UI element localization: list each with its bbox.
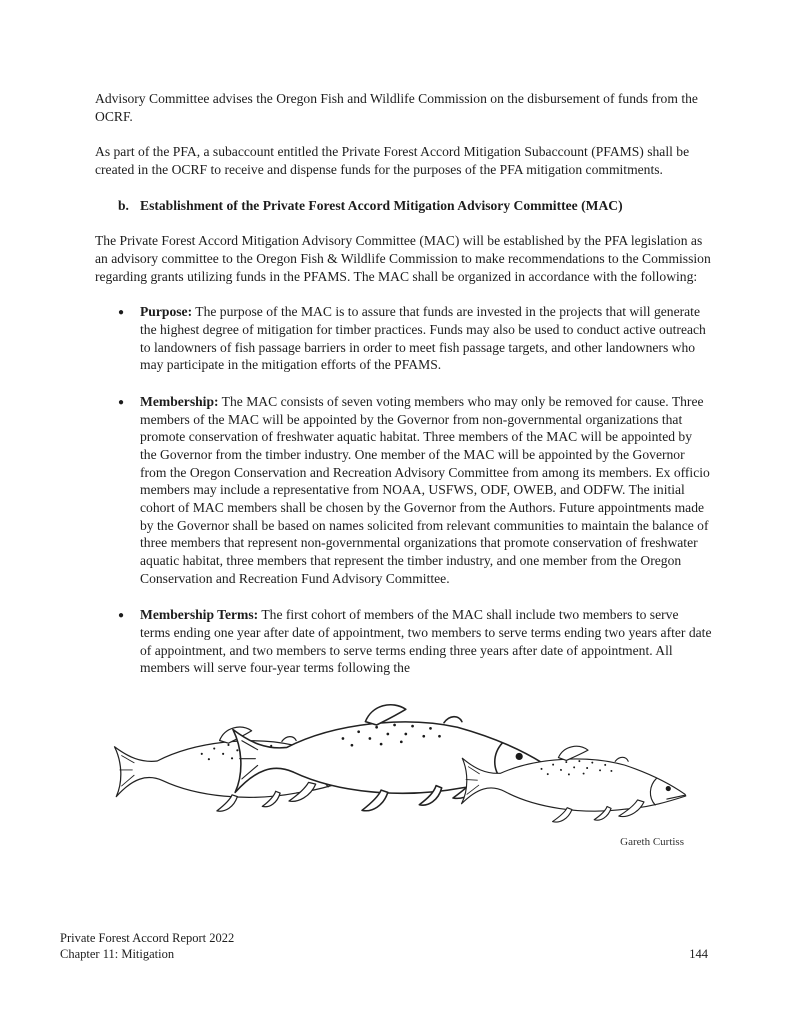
bullet-item-membership-terms (95, 606, 712, 677)
footer-left (60, 930, 234, 963)
paragraph: As part of the PFA, a subaccount entitled the Private Forest Accord Mitigation Subaccount (PFAMS) shall be created in the OCRF to receive and dispense funds for the purposes of the PFA mitigation commitments. (95, 144, 690, 178)
paragraph: Advisory Committee advises the Oregon Fish and Wildlife Commission on the disbursement of funds from the OCRF. (95, 91, 698, 124)
illustration-credit: Gareth Curtiss (620, 836, 684, 849)
bullet-text: The MAC consists of seven voting members who may only be removed for cause. Three members of the MAC will be appointed by the Governor from non-governmental organizations that promote conservation of freshwater aquatic habitat. Three members of the MAC will be appointed by the Governor from the timber industry. One member of the MAC will be appointed by the Governor from the Oregon Conservation and Recreation Advisory Committee from among its members. Ex officio members may include a representative from NOAA, USFWS, ODF, OWEB, and ODFW. The initial cohort of MAC members shall be chosen by the Governor from the Authors. Future appointments made by the Governor shall be based on names solicited from relevant communities to maintain the balance of three members that represent non-governmental organizations that promote conservation of freshwater aquatic habitat, three members that represent the timber industry, and one member from the Oregon Conservation and Recreation Fund Advisory Committee. (140, 394, 710, 586)
bullet-label: Membership: (140, 394, 219, 410)
bullet-body (140, 606, 712, 677)
bullet-item-membership (95, 393, 712, 587)
bullet-icon: ● (118, 397, 125, 409)
bullet-text: The first cohort of members of the MAC shall include two members to serve terms ending one year after date of appointment, two members to serve terms ending two years after date of appointment, and two members to serve terms ending three years after date of appointment. All members will serve four-year terms following the (140, 607, 712, 676)
section-heading-label: b. (118, 197, 129, 213)
paragraph: The Private Forest Accord Mitigation Advisory Committee (MAC) will be established by the PFA legislation as an advisory committee to the Oregon Fish & Wildlife Commission to make recommendations to the Commission regarding grants utilizing funds in the PFAMS. The MAC shall be organized in accordance with the following: (95, 233, 711, 284)
bullet-icon: ● (118, 610, 125, 622)
footer-report-title: Private Forest Accord Report 2022 (60, 931, 235, 945)
footer-chapter: Chapter 11: Mitigation (60, 947, 175, 962)
bullet-label: Purpose: (140, 304, 193, 320)
bullet-label: Membership Terms: (140, 607, 259, 623)
section-heading-text: Establishment of the Private Forest Accord Mitigation Advisory Committee (MAC) (140, 197, 623, 213)
bullet-icon: ● (118, 307, 125, 319)
bullet-text: The purpose of the MAC is to assure that funds are invested in the projects that will generate the highest degree of mitigation for timber practices. Funds may also be used to conduct active outreach to landowners of fish passage barriers in order to meet fish passage targets, and other landowners who may participate in the mitigation efforts of the PFAMS. (140, 304, 706, 373)
bullet-body (140, 303, 712, 374)
bullet-item-purpose (95, 303, 712, 374)
page-number: 144 (689, 947, 708, 962)
bullet-body (140, 393, 712, 587)
fish-illustration (95, 701, 712, 849)
section-heading (95, 197, 712, 215)
page-footer (60, 930, 708, 963)
salmon-drawing (95, 701, 712, 851)
